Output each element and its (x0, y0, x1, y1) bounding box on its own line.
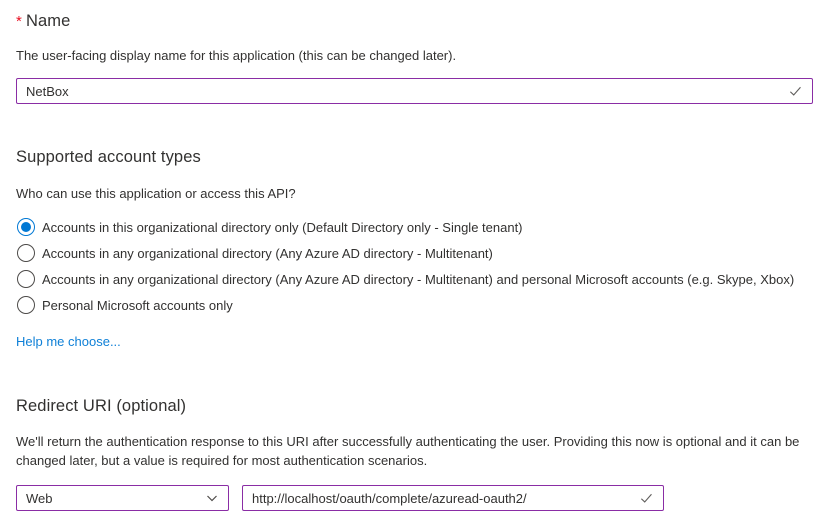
radio-personal-only[interactable] (16, 292, 813, 318)
redirect-uri-title: Redirect URI (optional) (16, 397, 187, 415)
radio-label: Personal Microsoft accounts only (42, 297, 233, 313)
radio-unselected-icon (17, 244, 35, 262)
chevron-down-icon (205, 491, 219, 505)
redirect-uri-description: We'll return the authentication response to this URI after successfully authenticating the user. Providing this now is optional and it can be changed later, but a value is required for most authentication scenarios. (16, 434, 800, 468)
radio-label: Accounts in any organizational directory (Any Azure AD directory - Multitenant) and personal Microsoft accounts (e.g. Skype, Xbox) (42, 271, 795, 287)
name-field-container (16, 78, 813, 104)
platform-select-value: Web (26, 490, 53, 506)
required-marker: * (16, 13, 22, 30)
radio-multitenant[interactable] (16, 240, 813, 266)
radio-unselected-icon (17, 270, 35, 288)
radio-label: Accounts in this organizational directory only (Default Directory only - Single tenant) (42, 219, 523, 235)
radio-single-tenant[interactable] (16, 214, 813, 240)
name-description: The user-facing display name for this application (this can be changed later). (16, 48, 457, 63)
help-me-choose-link[interactable]: Help me choose... (16, 334, 121, 349)
supported-account-types-title: Supported account types (16, 148, 201, 166)
redirect-uri-field-container (242, 485, 664, 511)
platform-select[interactable] (16, 485, 229, 511)
redirect-uri-input[interactable] (243, 486, 663, 510)
name-section-title (16, 12, 813, 31)
radio-label: Accounts in any organizational directory (Any Azure AD directory - Multitenant) (42, 245, 493, 261)
account-types-question: Who can use this application or access this API? (16, 186, 296, 201)
name-input[interactable] (17, 79, 812, 103)
radio-selected-icon (17, 218, 35, 236)
radio-unselected-icon (17, 296, 35, 314)
account-types-radio-group (16, 214, 813, 318)
name-title-text: Name (25, 12, 71, 30)
radio-multitenant-personal[interactable] (16, 266, 813, 292)
